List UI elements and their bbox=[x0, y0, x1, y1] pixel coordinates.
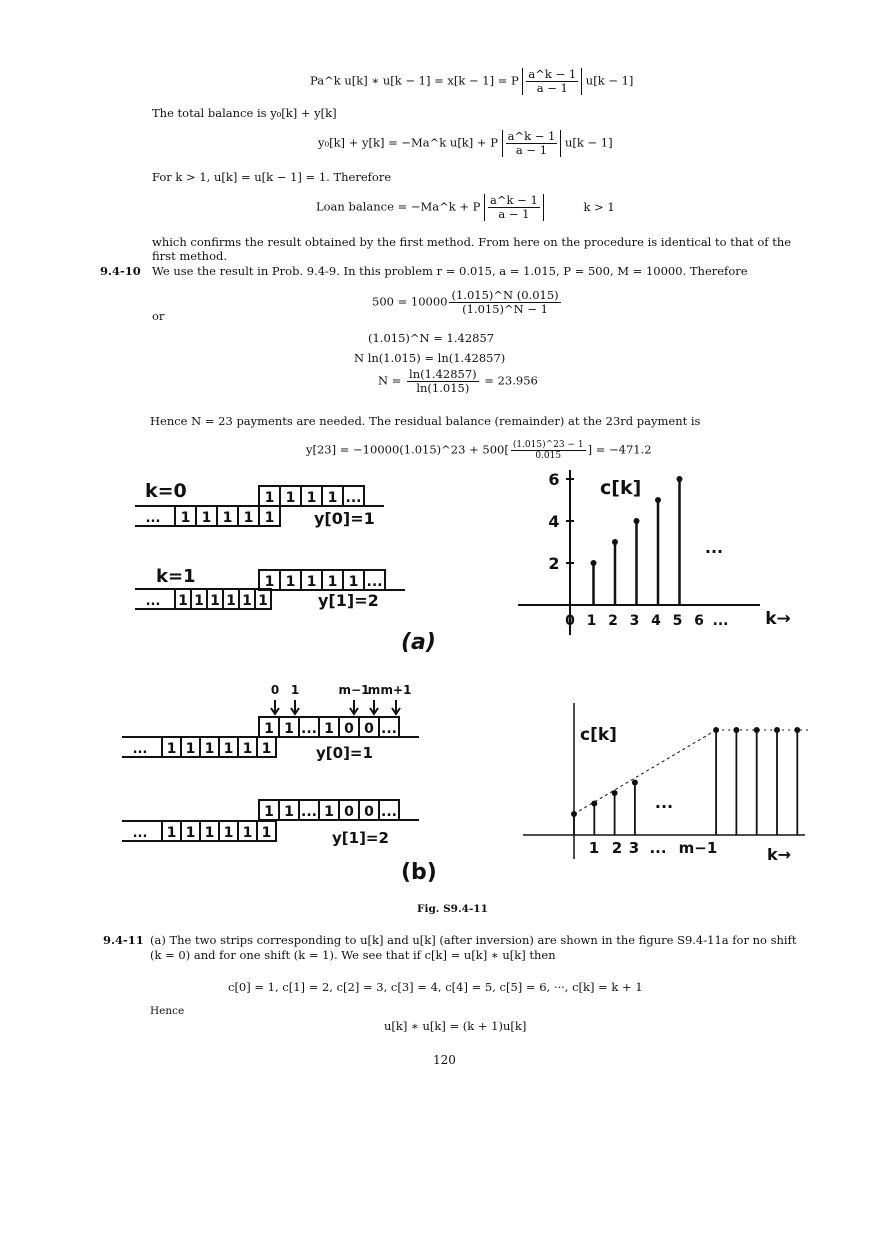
strip-b-s0-bottom-cell-text: 1 bbox=[204, 741, 215, 757]
chart-a-point bbox=[634, 518, 640, 524]
strip-b-s1-top-cell-text: ... bbox=[301, 804, 317, 820]
text-for-k: For k > 1, u[k] = u[k − 1] = 1. Therefore bbox=[152, 170, 392, 184]
strip-a-k1-bottom-cell-text: 1 bbox=[210, 593, 220, 609]
strip-b-s0-bottom-cell-text: 1 bbox=[223, 741, 234, 757]
strip-a-k1-label: k=1 bbox=[156, 566, 196, 587]
strip-b-mark: 1 bbox=[290, 683, 300, 697]
strip-b-s1-top-cell-text: 1 bbox=[264, 804, 274, 820]
chart-a-point bbox=[655, 497, 661, 503]
problem-9-4-10-intro: We use the result in Prob. 9.4-9. In this problem r = 0.015, a = 1.015, P = 500, M = 10000. Therefore bbox=[152, 264, 748, 278]
chart-a-point bbox=[591, 560, 597, 566]
strip-a-k0-result: y[0]=1 bbox=[314, 509, 375, 528]
chart-a-x-tick-label: ... bbox=[712, 613, 729, 629]
strip-b-s1-bottom-cell-text: 1 bbox=[223, 825, 234, 841]
eq2-num: a^k − 1 bbox=[507, 129, 556, 143]
strip-a-k1-bottom-cell-text: 1 bbox=[258, 593, 268, 609]
chart-b-x-tick-label: 1 bbox=[588, 839, 600, 857]
eq-e-num: (1.015)^23 − 1 bbox=[512, 440, 584, 450]
strip-b-s0-top-cell-text: ... bbox=[301, 721, 317, 737]
chart-a-x-tick-label: 2 bbox=[608, 613, 618, 629]
chart-a-x-tick-label: 0 bbox=[565, 613, 575, 629]
strip-a-k0-bottom-prefix: ... bbox=[145, 511, 161, 526]
strip-a-k1-result: y[1]=2 bbox=[318, 591, 379, 610]
strip-b-s0-top-cell-text: 0 bbox=[344, 721, 354, 737]
strip-b-s1-bottom-cell-text: 1 bbox=[261, 825, 272, 841]
chart-b-x-tick-label: 3 bbox=[628, 839, 640, 857]
text-hence-n: Hence N = 23 payments are needed. The residual balance (remainder) at the 23rd payment is bbox=[150, 414, 701, 428]
eq1-lhs: Pa^k u[k] ∗ u[k − 1] = x[k − 1] = P bbox=[310, 73, 519, 88]
strip-a-k1-bottom-cell-text: 1 bbox=[194, 593, 204, 609]
strip-b-s1-top-cell-text: ... bbox=[381, 804, 397, 820]
strip-a-k1-top-cell-text: 1 bbox=[264, 574, 275, 590]
figure-caption: Fig. S9.4-11 bbox=[417, 903, 488, 915]
strip-b-s1-result: y[1]=2 bbox=[332, 829, 389, 847]
strip-a-k1-top-cell-text: 1 bbox=[348, 574, 359, 590]
strip-a-k1-bottom-prefix: ... bbox=[145, 594, 161, 609]
eq3-lhs: Loan balance = −Ma^k + P bbox=[316, 199, 481, 214]
strip-b-s0-bottom-cell-text: 1 bbox=[185, 741, 196, 757]
chart-b-x-tick-label: ... bbox=[649, 839, 667, 857]
strip-b-s1-bottom-cell-text: 1 bbox=[204, 825, 215, 841]
eq2-den: a − 1 bbox=[515, 143, 548, 157]
chart-a-xlabel: k→ bbox=[765, 609, 791, 629]
strip-b-s0-top-cell-text: ... bbox=[381, 721, 397, 737]
text-confirm-2: first method. bbox=[152, 249, 228, 263]
strip-b-s0-bottom-cell-text: 1 bbox=[261, 741, 272, 757]
eq-e-den: 0.015 bbox=[535, 451, 562, 461]
strip-b-mark: m bbox=[367, 683, 381, 697]
strip-b-s1-top-cell-text: 1 bbox=[284, 804, 294, 820]
chart-b-point bbox=[632, 780, 638, 786]
problem-9-4-10-label: 9.4-10 bbox=[100, 264, 141, 278]
equation-result: u[k] ∗ u[k] = (k + 1)u[k] bbox=[384, 1019, 527, 1033]
strip-a-k0-bottom-cell-text: 1 bbox=[264, 510, 275, 526]
chart-b-xlabel: k→ bbox=[766, 845, 792, 864]
text-or: or bbox=[152, 309, 165, 323]
problem-9-4-11-line2: (k = 0) and for one shift (k = 1). We see that if c[k] = u[k] ∗ u[k] then bbox=[150, 948, 556, 962]
strip-a-k0-top-cell-text: 1 bbox=[264, 490, 275, 506]
eq-d-rhs: = 23.956 bbox=[484, 373, 538, 388]
strip-a-k0-bottom-cell-text: 1 bbox=[201, 510, 212, 526]
strip-a-k1-top-cell-text: ... bbox=[366, 574, 383, 590]
strip-b-mark: m−1 bbox=[338, 683, 370, 697]
strip-b-s1-bottom-prefix: ... bbox=[132, 826, 148, 841]
text-confirm-1: which confirms the result obtained by the first method. From here on the procedure is identical to that of the bbox=[152, 235, 792, 249]
eq-e-rhs: ] = −471.2 bbox=[587, 442, 652, 457]
equation-c-values: c[0] = 1, c[1] = 2, c[2] = 3, c[3] = 4, c[4] = 5, c[5] = 6, ···, c[k] = k + 1 bbox=[228, 980, 643, 994]
chart-b-title: c[k] bbox=[580, 725, 617, 745]
strip-b-s1-bottom-cell-text: 1 bbox=[166, 825, 177, 841]
eq3-cond: k > 1 bbox=[583, 199, 615, 214]
caption-a: (a) bbox=[401, 630, 436, 655]
strip-b-s0-bottom-cell-text: 1 bbox=[242, 741, 253, 757]
chart-b-x-tick-label: 2 bbox=[611, 839, 623, 857]
eq1-den: a − 1 bbox=[536, 81, 568, 95]
strip-b-s0-top-cell-text: 1 bbox=[264, 721, 274, 737]
chart-a-y-tick-label: 2 bbox=[548, 554, 560, 573]
eq3-den: a − 1 bbox=[498, 207, 530, 221]
eq-a-lhs: 500 = 10000 bbox=[372, 294, 448, 309]
chart-a-y-tick-label: 6 bbox=[548, 470, 560, 489]
strip-b-s0-result: y[0]=1 bbox=[316, 744, 373, 762]
strip-a-k0-top-cell-text: 1 bbox=[285, 490, 296, 506]
eq2-rhs: u[k − 1] bbox=[565, 135, 613, 150]
strip-a-k1-bottom-cell-text: 1 bbox=[226, 593, 236, 609]
eq2-lhs: y₀[k] + y[k] = −Ma^k u[k] + P bbox=[318, 135, 498, 150]
strip-a-k1-top-cell-text: 1 bbox=[327, 574, 338, 590]
caption-b: (b) bbox=[401, 860, 437, 885]
strip-b-s0-bottom-prefix: ... bbox=[132, 742, 148, 757]
strip-a-k0-bottom-cell-text: 1 bbox=[180, 510, 191, 526]
problem-9-4-11-label: 9.4-11 bbox=[103, 933, 144, 947]
problem-9-4-11-line1: (a) The two strips corresponding to u[k] and u[k] (after inversion) are shown in the figure S9.4-11a for no shift bbox=[150, 933, 797, 947]
chart-a-x-tick-label: 6 bbox=[694, 613, 704, 629]
strip-b-s1-top-cell-text: 0 bbox=[364, 804, 374, 820]
strip-a-k0-top-cell-text: 1 bbox=[306, 490, 317, 506]
chart-a-point bbox=[677, 476, 683, 482]
chart-a-y-tick-label: 4 bbox=[548, 512, 560, 531]
strip-b-s1-bottom-cell-text: 1 bbox=[185, 825, 196, 841]
strip-b-s0-bottom-cell-text: 1 bbox=[166, 741, 177, 757]
eq-e-lhs: y[23] = −10000(1.015)^23 + 500[ bbox=[306, 442, 509, 457]
strip-a-k0-top-cell-text: 1 bbox=[327, 490, 338, 506]
text-total-balance: The total balance is y₀[k] + y[k] bbox=[152, 106, 337, 120]
strip-a-k0-label: k=0 bbox=[145, 480, 187, 502]
strip-b-mark: m+1 bbox=[380, 683, 412, 697]
chart-a-x-tick-label: 5 bbox=[672, 613, 683, 629]
chart-a-x-tick-label: 4 bbox=[651, 613, 661, 629]
eq1-rhs: u[k − 1] bbox=[585, 73, 634, 88]
strip-a-k1-bottom-cell-text: 1 bbox=[178, 593, 188, 609]
strip-b-s0-top-cell-text: 0 bbox=[364, 721, 374, 737]
eq1-num: a^k − 1 bbox=[528, 67, 577, 81]
equation-ln: N ln(1.015) = ln(1.42857) bbox=[354, 351, 506, 365]
strip-a-k1-top-cell-text: 1 bbox=[285, 574, 296, 590]
chart-a-x-tick-label: 3 bbox=[629, 613, 640, 629]
eq-d-den: ln(1.015) bbox=[416, 381, 470, 395]
strip-a-k1-top-cell-text: 1 bbox=[306, 574, 317, 590]
strip-b-s1-top-cell-text: 0 bbox=[344, 804, 354, 820]
strip-b-mark: 0 bbox=[270, 683, 280, 697]
eq-a-den: (1.015)^N − 1 bbox=[462, 302, 548, 316]
page-number: 120 bbox=[433, 1053, 456, 1067]
equation-power: (1.015)^N = 1.42857 bbox=[368, 331, 495, 345]
strip-b-s1-bottom-cell-text: 1 bbox=[242, 825, 253, 841]
strip-b-s1-top-cell-text: 1 bbox=[324, 804, 334, 820]
chart-a-point bbox=[612, 539, 618, 545]
chart-a-continuation: ... bbox=[704, 538, 724, 557]
chart-b-point bbox=[591, 801, 597, 807]
strip-a-k0-bottom-cell-text: 1 bbox=[243, 510, 254, 526]
strip-b-s0-top-cell-text: 1 bbox=[324, 721, 334, 737]
eq-d-lhs: N = bbox=[378, 373, 402, 388]
chart-a-title: c[k] bbox=[600, 477, 642, 499]
strip-a-k1-bottom-cell-text: 1 bbox=[242, 593, 252, 609]
chart-a-x-tick-label: 1 bbox=[586, 613, 597, 629]
chart-b-x-tick-label: m−1 bbox=[678, 839, 718, 857]
eq-d-num: ln(1.42857) bbox=[409, 367, 477, 381]
eq3-num: a^k − 1 bbox=[490, 193, 538, 207]
eq-a-num: (1.015)^N (0.015) bbox=[451, 288, 559, 302]
strip-a-k0-top-cell-text: ... bbox=[345, 490, 362, 506]
text-hence: Hence bbox=[150, 1005, 185, 1017]
strip-a-k0-bottom-cell-text: 1 bbox=[222, 510, 233, 526]
chart-b-continuation: ... bbox=[654, 793, 674, 812]
strip-b-s0-top-cell-text: 1 bbox=[284, 721, 294, 737]
